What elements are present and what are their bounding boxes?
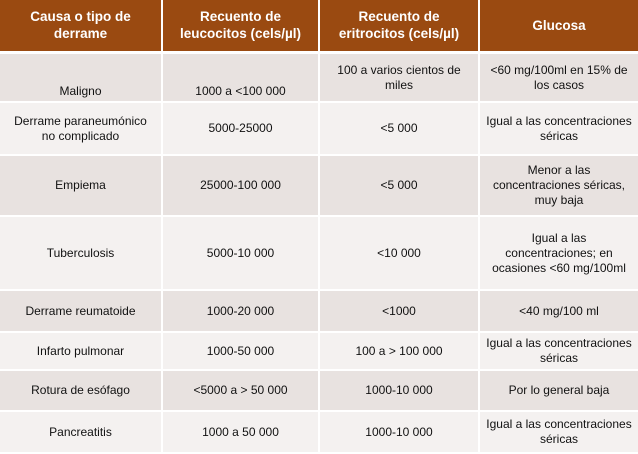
header-leukocytes: Recuento de leucocitos (cels/µl) [162,0,319,52]
header-cause: Causa o tipo de derrame [0,0,162,52]
cell-leukocytes: 1000-20 000 [162,290,319,332]
cell-cause: Tuberculosis [0,216,162,290]
cell-cause: Infarto pulmonar [0,332,162,370]
cell-glucose: Menor a las concentraciones séricas, muy baja [479,155,638,216]
cell-glucose: <40 mg/100 ml [479,290,638,332]
cell-erythrocytes: <5 000 [319,155,479,216]
cell-glucose: <60 mg/100ml en 15% de los casos [479,52,638,102]
cell-glucose: Por lo general baja [479,370,638,411]
header-glucose: Glucosa [479,0,638,52]
cell-cause: Maligno [0,52,162,102]
cell-leukocytes: 1000 a <100 000 [162,52,319,102]
cell-cause: Rotura de esófago [0,370,162,411]
cell-leukocytes: 5000-10 000 [162,216,319,290]
cell-leukocytes: <5000 a > 50 000 [162,370,319,411]
cell-cause: Derrame paraneumónico no complicado [0,102,162,155]
cell-cause: Derrame reumatoide [0,290,162,332]
table-row [0,102,638,155]
cell-erythrocytes: 100 a varios cientos de miles [319,52,479,102]
cell-cause: Pancreatitis [0,411,162,453]
table-row [0,216,638,290]
cell-cause: Empiema [0,155,162,216]
cell-leukocytes: 25000-100 000 [162,155,319,216]
table-row [0,332,638,370]
table-row [0,52,638,102]
cell-erythrocytes: 1000-10 000 [319,411,479,453]
table-header-row [0,0,638,52]
cell-leukocytes: 1000 a 50 000 [162,411,319,453]
cell-glucose: Igual a las concentraciones séricas [479,102,638,155]
cell-glucose: Igual a las concentraciones; en ocasiones <60 mg/100ml [479,216,638,290]
table-row [0,370,638,411]
table-row [0,411,638,453]
cell-glucose: Igual a las concentraciones séricas [479,411,638,453]
cell-erythrocytes: <10 000 [319,216,479,290]
header-erythrocytes: Recuento de eritrocitos (cels/µl) [319,0,479,52]
cell-erythrocytes: 100 a > 100 000 [319,332,479,370]
cell-leukocytes: 1000-50 000 [162,332,319,370]
cell-erythrocytes: <1000 [319,290,479,332]
table-row [0,155,638,216]
cell-glucose: Igual a las concentraciones séricas [479,332,638,370]
cell-erythrocytes: <5 000 [319,102,479,155]
table-row [0,290,638,332]
cell-leukocytes: 5000-25000 [162,102,319,155]
cell-erythrocytes: 1000-10 000 [319,370,479,411]
